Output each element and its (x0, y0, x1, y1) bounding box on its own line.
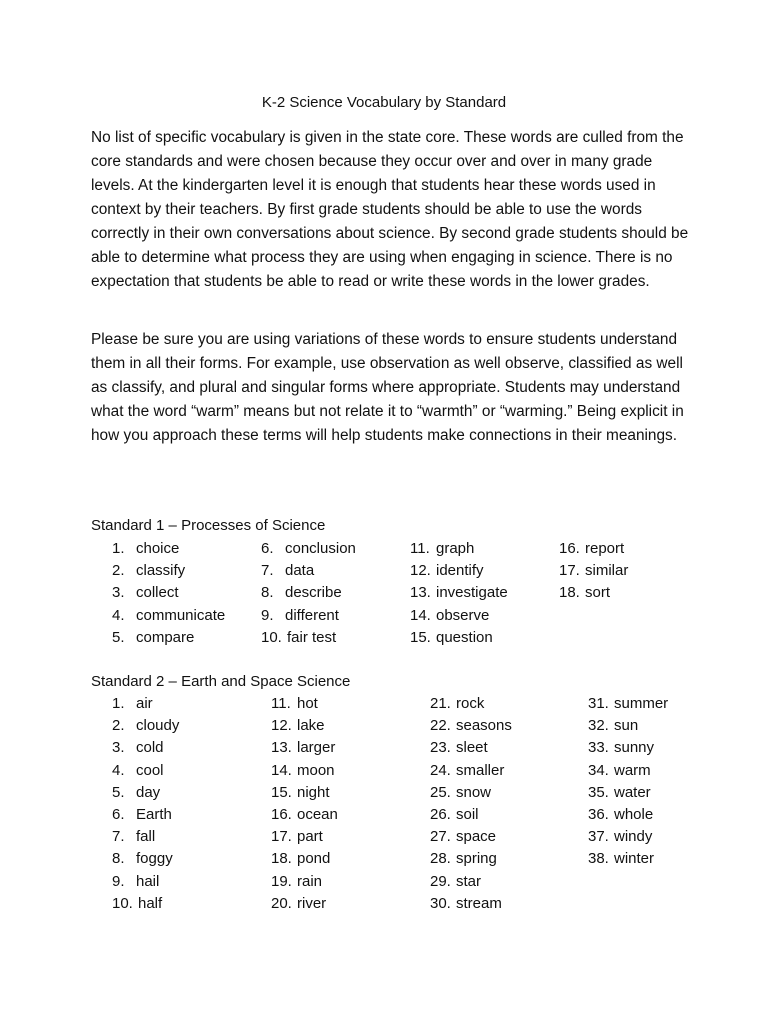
vocab-number: 5. (112, 783, 125, 801)
vocab-number: 9. (112, 872, 125, 890)
vocab-number: 34. (588, 761, 609, 779)
vocab-number: 16. (559, 540, 580, 557)
vocab-number: 26. (430, 805, 451, 823)
vocab-item (112, 782, 179, 804)
vocab-item (430, 826, 512, 848)
vocab-item (112, 804, 179, 826)
standard-2-heading: Standard 2 – Earth and Space Science (91, 673, 351, 690)
vocab-number: 1. (112, 695, 125, 712)
vocab-word: hail (136, 872, 160, 890)
vocab-number: 12. (271, 717, 292, 735)
vocab-number: 13. (410, 584, 431, 602)
vocab-number: 32. (588, 717, 609, 735)
vocab-number: 19. (271, 872, 292, 890)
vocab-item (112, 893, 179, 915)
vocab-word: warm (614, 761, 651, 779)
vocab-item (410, 560, 508, 582)
vocab-word: sun (614, 717, 639, 735)
vocab-item (112, 848, 179, 870)
standard-2-column-2 (271, 693, 338, 915)
vocab-number: 14. (410, 606, 431, 624)
vocab-item (112, 605, 225, 627)
vocab-word: foggy (136, 850, 173, 868)
vocab-word: choice (136, 540, 180, 557)
vocab-number: 4. (112, 761, 125, 779)
vocab-word: rock (456, 695, 485, 712)
vocab-word: lake (297, 717, 325, 735)
vocab-word: larger (297, 739, 336, 757)
vocab-word: space (456, 828, 497, 846)
vocab-word: moon (297, 761, 335, 779)
vocab-number: 9. (261, 606, 274, 624)
vocab-item (430, 893, 512, 915)
vocab-item (261, 538, 356, 560)
vocab-word: report (585, 540, 625, 557)
vocab-number: 13. (271, 739, 292, 757)
vocab-item (588, 715, 668, 737)
vocab-item (559, 582, 628, 604)
vocab-number: 33. (588, 739, 609, 757)
vocab-word: compare (136, 628, 195, 646)
vocab-word: identify (436, 562, 484, 580)
vocab-number: 30. (430, 894, 451, 912)
vocab-number: 15. (271, 783, 292, 801)
vocab-item (271, 893, 338, 915)
vocab-item (271, 782, 338, 804)
vocab-item (588, 848, 668, 870)
vocab-number: 22. (430, 717, 451, 735)
vocab-number: 5. (112, 628, 125, 646)
vocab-number: 7. (112, 828, 125, 846)
vocab-item (261, 560, 356, 582)
standard-2-column-3 (430, 693, 512, 915)
vocab-word: cold (136, 739, 164, 757)
standard-2-column-4 (588, 693, 668, 871)
vocab-word: question (436, 628, 493, 646)
vocab-number: 4. (112, 606, 125, 624)
vocab-number: 36. (588, 805, 609, 823)
vocab-word: cloudy (136, 717, 180, 735)
vocab-item (271, 715, 338, 737)
vocab-word: river (297, 894, 327, 912)
vocab-number: 7. (261, 562, 274, 580)
vocab-item (410, 538, 508, 560)
vocab-word: cool (136, 761, 164, 779)
vocab-item (410, 605, 508, 627)
intro-paragraph: No list of specific vocabulary is given in the state core. These words are culled from the core standards and were chosen because they occur over and over in many grade levels. At the kindergarten level it is enough that students hear these words used in context by their teachers. By first grade students should be able to use the words correctly in their own conversations about science. By second grade students should be able to determine what process they are using when engaging in science. There is no expectation that students be able to read or write these words in the lower grades. (91, 129, 689, 290)
vocab-word: snow (456, 783, 492, 801)
vocab-item (430, 715, 512, 737)
vocab-word: sunny (614, 739, 655, 757)
standard-2-column-1 (112, 693, 179, 915)
vocab-item (271, 826, 338, 848)
vocab-word: summer (614, 695, 669, 712)
vocab-word: ocean (297, 805, 338, 823)
vocab-word: similar (585, 562, 629, 580)
vocab-word: Earth (136, 805, 172, 823)
vocab-word: fair test (287, 628, 337, 646)
vocab-item (112, 826, 179, 848)
vocab-word: water (614, 783, 651, 801)
vocab-word: graph (436, 540, 475, 557)
vocab-number: 17. (271, 828, 292, 846)
vocab-word: hot (297, 695, 318, 712)
vocab-word: whole (614, 805, 654, 823)
vocab-item (112, 737, 179, 759)
vocab-item (410, 582, 508, 604)
vocab-word: soil (456, 805, 479, 823)
vocab-number: 23. (430, 739, 451, 757)
vocab-word: spring (456, 850, 497, 868)
vocab-item (430, 760, 512, 782)
vocab-word: fall (136, 828, 156, 846)
vocab-number: 21. (430, 695, 451, 712)
standard-1-heading: Standard 1 – Processes of Science (91, 517, 326, 534)
vocab-number: 16. (271, 805, 292, 823)
vocab-item (112, 627, 225, 649)
vocab-number: 28. (430, 850, 451, 868)
vocab-word: investigate (436, 584, 508, 602)
vocab-item (271, 760, 338, 782)
vocab-number: 1. (112, 540, 125, 557)
vocab-number: 31. (588, 695, 609, 712)
vocab-word: collect (136, 584, 179, 602)
variations-paragraph: Please be sure you are using variations of these words to ensure students understand them in all their forms. For example, use observation as well observe, classified as well as classify, and plural and singular forms where appropriate. Students may understand what the word “warm” means but not relate it to “warmth” or “warming.” Being explicit in how you approach these terms will help students make connections in their meanings. (91, 331, 684, 444)
vocab-word: day (136, 783, 161, 801)
vocab-number: 18. (559, 584, 580, 602)
vocab-word: sleet (456, 739, 488, 757)
vocab-item (588, 737, 668, 759)
standard-1-column-1 (112, 538, 225, 649)
vocab-number: 27. (430, 828, 451, 846)
vocab-word: rain (297, 872, 323, 890)
vocab-item (112, 538, 225, 560)
vocab-number: 3. (112, 584, 125, 602)
vocab-word: seasons (456, 717, 512, 735)
vocab-word: observe (436, 606, 490, 624)
vocab-item (271, 848, 338, 870)
vocab-number: 2. (112, 562, 125, 580)
vocab-item (112, 760, 179, 782)
vocab-word: night (297, 783, 330, 801)
vocab-item (430, 848, 512, 870)
vocab-number: 6. (112, 805, 125, 823)
vocab-item (588, 804, 668, 826)
vocab-number: 8. (112, 850, 125, 868)
vocab-item (112, 582, 225, 604)
vocab-number: 8. (261, 584, 274, 602)
vocab-word: winter (614, 850, 655, 868)
vocab-item (271, 871, 338, 893)
vocab-word: data (285, 562, 315, 580)
vocab-number: 10. (261, 628, 282, 646)
vocab-item (112, 715, 179, 737)
standard-1-column-3 (410, 538, 508, 649)
vocab-word: air (136, 695, 153, 712)
vocab-item (588, 760, 668, 782)
vocab-number: 14. (271, 761, 292, 779)
vocab-number: 35. (588, 783, 609, 801)
vocab-number: 18. (271, 850, 292, 868)
vocab-item (261, 627, 356, 649)
vocab-item (271, 804, 338, 826)
vocab-item (588, 693, 668, 715)
vocab-word: different (285, 606, 339, 624)
vocab-item (112, 560, 225, 582)
vocab-word: part (297, 828, 323, 846)
vocab-item (559, 538, 628, 560)
vocab-word: sort (585, 584, 611, 602)
standard-1-column-2 (261, 538, 356, 649)
vocab-item (112, 693, 179, 715)
vocab-word: pond (297, 850, 331, 868)
vocab-number: 2. (112, 717, 125, 735)
vocab-number: 3. (112, 739, 125, 757)
vocab-word: classify (136, 562, 186, 580)
vocab-item (430, 782, 512, 804)
vocab-item (410, 627, 508, 649)
vocab-number: 37. (588, 828, 609, 846)
vocab-word: describe (285, 584, 342, 602)
vocab-number: 10. (112, 894, 133, 912)
vocab-item (261, 605, 356, 627)
vocab-item (430, 693, 512, 715)
vocab-number: 11. (271, 695, 291, 712)
vocab-item (261, 582, 356, 604)
vocab-item (112, 871, 179, 893)
page-title: K-2 Science Vocabulary by Standard (261, 94, 507, 111)
vocab-word: conclusion (285, 540, 356, 557)
vocab-word: stream (456, 894, 502, 912)
vocab-word: windy (614, 828, 653, 846)
vocab-number: 6. (261, 540, 274, 557)
vocab-number: 17. (559, 562, 580, 580)
vocab-item (271, 693, 338, 715)
vocab-number: 29. (430, 872, 451, 890)
vocab-item (559, 560, 628, 582)
vocab-item (588, 826, 668, 848)
standard-1-column-4 (559, 538, 628, 605)
vocab-number: 12. (410, 562, 431, 580)
vocab-number: 38. (588, 850, 609, 868)
vocab-number: 11. (410, 540, 430, 557)
vocab-number: 15. (410, 628, 431, 646)
vocab-word: star (456, 872, 482, 890)
vocab-number: 20. (271, 894, 292, 912)
vocab-item (588, 782, 668, 804)
vocab-word: half (138, 894, 163, 912)
vocab-item (430, 737, 512, 759)
vocab-number: 24. (430, 761, 451, 779)
vocab-item (271, 737, 338, 759)
vocab-word: smaller (456, 761, 505, 779)
vocab-item (430, 804, 512, 826)
vocab-number: 25. (430, 783, 451, 801)
vocab-word: communicate (136, 606, 226, 624)
vocab-item (430, 871, 512, 893)
